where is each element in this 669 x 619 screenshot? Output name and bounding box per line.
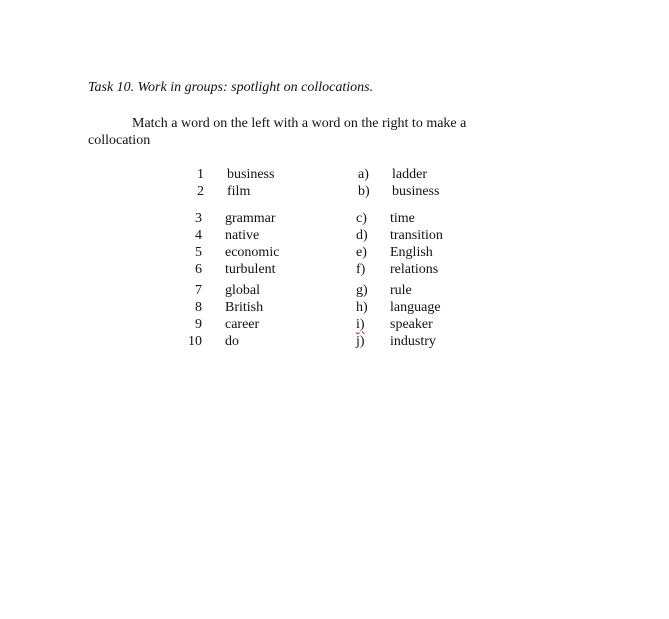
right-word: industry: [390, 334, 436, 349]
right-word: rule: [390, 283, 412, 298]
left-word: grammar: [225, 211, 276, 226]
left-word: economic: [225, 245, 280, 260]
right-letter: d): [356, 228, 368, 243]
right-letter: f): [356, 262, 366, 277]
collocation-row: [0, 299, 669, 316]
collocation-row: [0, 261, 669, 278]
left-number: 4: [195, 228, 202, 243]
left-word: film: [227, 184, 251, 199]
left-number: 5: [195, 245, 202, 260]
right-letter: e): [356, 245, 367, 260]
left-number: 10: [188, 334, 202, 349]
task-title: Task 10. Work in groups: spotlight on collocations.: [88, 80, 374, 95]
left-word: turbulent: [225, 262, 276, 277]
left-number: 2: [197, 184, 204, 199]
collocation-row: [0, 210, 669, 227]
right-word: business: [392, 184, 440, 199]
collocation-row: [0, 333, 669, 350]
left-word: British: [225, 300, 264, 315]
left-number: 6: [195, 262, 202, 277]
right-letter: h): [356, 300, 368, 315]
instruction: [88, 115, 508, 149]
right-word: language: [390, 300, 441, 315]
left-word: business: [227, 167, 275, 182]
left-number: 1: [197, 167, 204, 182]
right-word: English: [390, 245, 433, 260]
instruction-line-2: collocation: [88, 133, 151, 148]
collocation-row: [0, 282, 669, 299]
right-word: relations: [390, 262, 439, 277]
right-word: ladder: [392, 167, 427, 182]
collocation-row: [0, 183, 669, 200]
right-letter: g): [356, 283, 368, 298]
left-number: 8: [195, 300, 202, 315]
collocation-row: [0, 227, 669, 244]
left-number: 3: [195, 211, 202, 226]
collocation-row: [0, 316, 669, 333]
right-word: speaker: [390, 317, 433, 332]
right-letter: c): [356, 211, 367, 226]
left-number: 9: [195, 317, 202, 332]
instruction-line-1: Match a word on the left with a word on the right to make a: [132, 116, 467, 131]
right-letter: i): [356, 317, 365, 332]
right-word: time: [390, 211, 415, 226]
collocation-row: [0, 166, 669, 183]
right-letter: b): [358, 184, 370, 199]
right-letter: j): [356, 334, 365, 349]
collocation-row: [0, 244, 669, 261]
right-word: transition: [390, 228, 443, 243]
left-word: global: [225, 283, 260, 298]
left-word: native: [225, 228, 260, 243]
left-number: 7: [195, 283, 202, 298]
left-word: career: [225, 317, 260, 332]
left-word: do: [225, 334, 239, 349]
right-letter: a): [358, 167, 369, 182]
